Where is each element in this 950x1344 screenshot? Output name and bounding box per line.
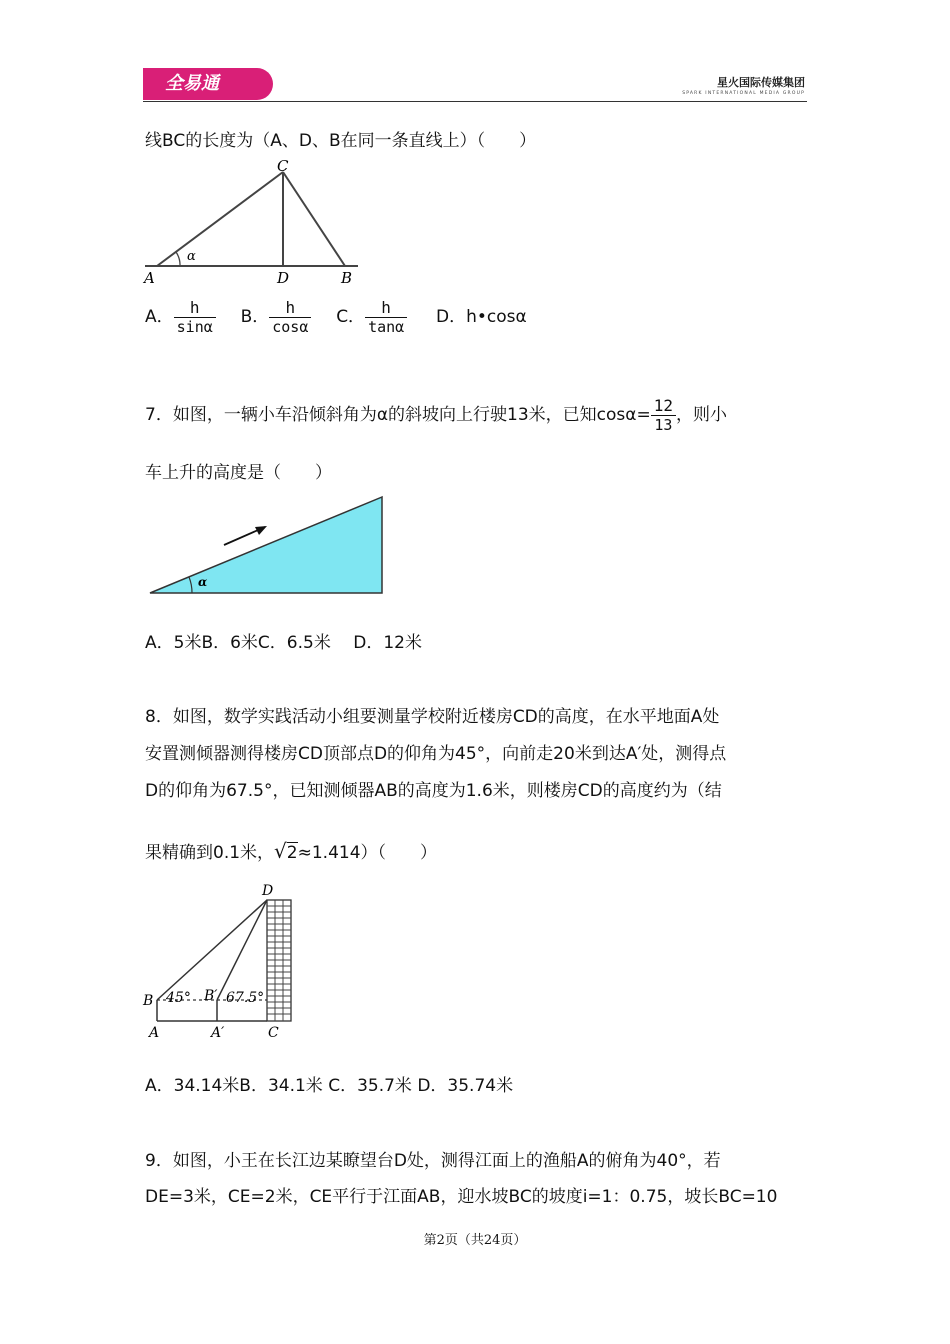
q8-line2: 安置测倾器测得楼房CD顶部点D的仰角为45°，向前走20米到达A′处，测得点	[145, 744, 727, 764]
q8-label-a: A	[149, 1025, 160, 1041]
q7-options: A．5米B．6米C．6.5米 D．12米	[145, 633, 422, 653]
q7-stem-part2: ，则小	[675, 405, 727, 425]
header-divider	[143, 101, 807, 102]
q6-option-c-den: tanα	[365, 317, 407, 336]
q8-figure	[140, 878, 300, 1043]
q6-option-d-label: D．	[436, 307, 467, 327]
q7-frac-num: 12	[653, 396, 673, 415]
q6-option-b-fraction	[269, 298, 311, 336]
q7-slope-triangle	[150, 497, 382, 593]
q6-stem-tail: 线BC的长度为（A、D、B在同一条直线上）（ ）	[145, 131, 537, 151]
q6-label-d: D	[277, 269, 290, 287]
q6-label-c: C	[277, 157, 289, 175]
q6-options	[145, 298, 527, 336]
q6-option-c-fraction	[365, 298, 407, 336]
q8-label-c: C	[268, 1025, 279, 1041]
q7-figure	[140, 490, 390, 602]
q8-label-d: D	[262, 883, 274, 899]
q6-option-a-label: A．	[145, 307, 174, 327]
q6-label-b: B	[341, 269, 353, 287]
brand-subtitle: SPARK INTERNATIONAL MEDIA GROUP	[682, 91, 805, 96]
q9-line2: DE=3米，CE=2米，CE平行于江面AB，迎水坡BC的坡度i=1：0.75，坡长BC=10	[145, 1187, 778, 1207]
logo-text: 全易通	[165, 73, 219, 94]
q8-line3: D的仰角为67.5°，已知测倾器AB的高度为1.6米，则楼房CD的高度约为（结	[145, 781, 722, 801]
q6-option-a-fraction	[174, 298, 216, 336]
q9-line1: 9．如图，小王在长江边某瞭望台D处，测得江面上的渔船A的俯角为40°，若	[145, 1151, 721, 1171]
q8-line4	[145, 838, 437, 863]
q8-label-b-prime: B′	[204, 988, 218, 1004]
q7-stem-part1: 7．如图，一辆小车沿倾斜角为α的斜坡向上行驶13米，已知cosα=	[145, 405, 651, 425]
q6-label-a: A	[144, 269, 155, 287]
sqrt-argument: 2	[286, 843, 298, 863]
q7-stem-line2: 车上升的高度是（ ）	[145, 463, 332, 483]
brand-logo	[143, 68, 273, 100]
q8-line4-post: ≈1.414）（ ）	[297, 843, 438, 863]
sqrt-symbol: √	[274, 839, 287, 863]
q6-option-b-den: cosα	[269, 317, 311, 336]
q8-label-angle1: 45°	[166, 990, 191, 1006]
q8-label-angle2: 67.5°	[226, 990, 265, 1006]
q6-option-c-label: C．	[336, 307, 366, 327]
q7-cos-fraction	[651, 396, 676, 434]
q8-sight-line-45	[157, 900, 267, 1000]
q8-line4-pre: 果精确到0.1米，	[145, 843, 275, 863]
q8-sight-line-67	[217, 900, 267, 1000]
q6-figure	[140, 155, 365, 290]
q7-frac-den: 13	[651, 415, 676, 434]
brand-name: 星火国际传媒集团	[717, 76, 805, 89]
q6-option-b-label: B．	[240, 307, 270, 327]
q8-options: A．34.14米B．34.1米 C．35.7米 D．35.74米	[145, 1076, 514, 1096]
q6-option-a-den: sinα	[174, 317, 216, 336]
q6-line-ac	[157, 172, 283, 266]
q8-label-a-prime: A′	[211, 1025, 225, 1041]
q7-label-alpha: α	[198, 575, 208, 589]
q7-stem-line1	[145, 396, 727, 434]
q6-angle-arc	[176, 252, 180, 266]
q6-option-c-num: h	[381, 298, 391, 317]
brand-block	[682, 74, 805, 96]
q6-line-cb	[283, 172, 345, 266]
q8-line1: 8．如图，数学实践活动小组要测量学校附近楼房CD的高度，在水平地面A处	[145, 707, 720, 727]
q6-option-b-num: h	[285, 298, 296, 317]
q8-building	[267, 900, 291, 1021]
q6-option-a-num: h	[189, 298, 200, 317]
q6-label-alpha: α	[187, 249, 196, 264]
q8-label-b: B	[143, 993, 154, 1009]
page-number: 第2页（共24页）	[423, 1233, 527, 1248]
q6-option-d-text: h•cosα	[466, 307, 527, 327]
q7-arrow-head	[255, 526, 267, 535]
